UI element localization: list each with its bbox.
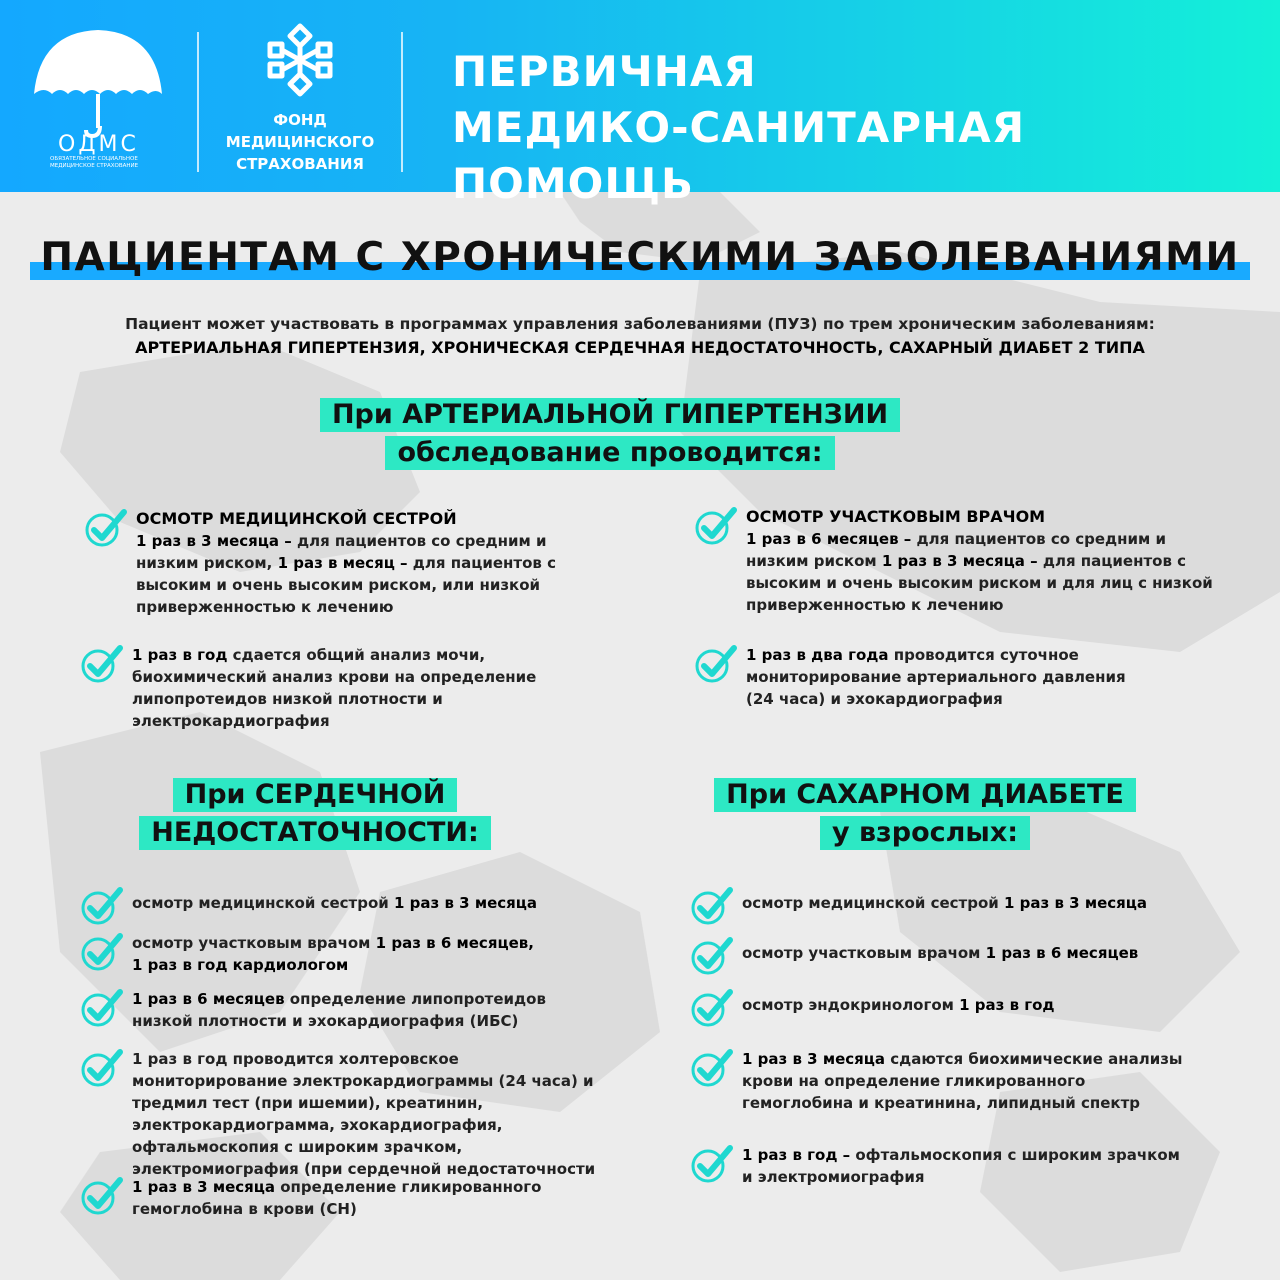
checkmark-icon xyxy=(694,506,738,546)
intro-text xyxy=(0,312,1280,360)
list-item xyxy=(690,1144,1230,1188)
main-content xyxy=(0,192,1280,1280)
item-frequency: 1 раз в 3 месяца xyxy=(132,1178,276,1196)
item-frequency: 1 раз в год – xyxy=(742,1146,851,1164)
diabetes-heading-line-2: у взрослых: xyxy=(820,816,1030,850)
item-title: ОСМОТР МЕДИЦИНСКОЙ СЕСТРОЙ xyxy=(136,509,457,528)
item-text xyxy=(742,1048,1198,1114)
list-item xyxy=(694,644,1134,710)
main-title-wrap xyxy=(0,232,1280,284)
list-item xyxy=(80,988,620,1032)
header-divider xyxy=(197,32,199,172)
item-text xyxy=(132,1176,552,1220)
item-frequency: 1 раз в 3 месяца – xyxy=(136,532,292,550)
list-item xyxy=(80,886,620,926)
diabetes-heading-line-1: При САХАРНОМ ДИАБЕТЕ xyxy=(714,778,1136,812)
intro-line-2: АРТЕРИАЛЬНАЯ ГИПЕРТЕНЗИЯ, ХРОНИЧЕСКАЯ СЕРДЕЧНАЯ НЕДОСТАТОЧНОСТЬ, САХАРНЫЙ ДИАБЕТ 2 ТИПА xyxy=(135,338,1145,357)
item-frequency: 1 раз в месяц – xyxy=(277,554,408,572)
item-frequency: 1 раз в 6 месяцев xyxy=(985,944,1139,962)
list-item xyxy=(690,936,1230,976)
hypertension-heading-line-2: обследование проводится: xyxy=(385,436,834,470)
item-frequency: 1 раз в 6 месяцев – xyxy=(746,530,912,548)
item-text xyxy=(742,886,1147,914)
fund-line-1: ФОНД xyxy=(273,111,327,129)
item-text xyxy=(132,988,552,1032)
item-frequency: 1 раз в 3 месяца xyxy=(394,894,538,912)
checkmark-icon xyxy=(690,988,734,1028)
item-text xyxy=(742,1144,1182,1188)
item-detail: 1 раз в год проводится холтеровское мониторирование электрокардиограммы (24 часа) и тредмил тест (при ишемии), креатинин, электрокардиограмма, эхокардиография, офтальмоскопия с широким зрачком, электромиография (при сердечной недостаточности xyxy=(132,1050,596,1178)
item-frequency: 1 раз в 3 месяца xyxy=(742,1050,886,1068)
list-item xyxy=(80,644,560,732)
item-detail: сдаются биохимические анализы крови на определение гликированного гемоглобина и креатинина, липидный спектр xyxy=(742,1050,1183,1112)
hypertension-heading xyxy=(310,398,910,474)
item-detail: для пациентов с высоким и очень высоким риском, или низкой приверженностью к лечению xyxy=(136,554,556,616)
item-detail: офтальмоскопия с широким зрачком и электромиография xyxy=(742,1146,1180,1186)
item-text xyxy=(132,932,534,976)
heart-heading xyxy=(100,778,530,854)
item-text xyxy=(132,886,537,914)
checkmark-icon xyxy=(80,1176,124,1216)
item-text xyxy=(742,988,1055,1016)
item-detail: для пациентов со средним и низким риском, xyxy=(136,532,547,572)
item-frequency: 1 раз в год кардиологом xyxy=(132,956,349,974)
checkmark-icon xyxy=(690,1144,734,1184)
snowflake-logo-icon xyxy=(262,22,338,98)
item-detail: для пациентов со средним и низким риском xyxy=(746,530,1167,570)
item-frequency: 1 раз в год xyxy=(959,996,1055,1014)
item-detail: определение гликированного гемоглобина в крови (СН) xyxy=(132,1178,542,1218)
item-text xyxy=(132,644,560,732)
checkmark-icon xyxy=(80,1048,124,1088)
item-text xyxy=(742,936,1138,964)
list-item xyxy=(84,508,574,618)
header-divider xyxy=(401,32,403,172)
header-title xyxy=(452,44,1252,212)
checkmark-icon xyxy=(84,508,128,548)
list-item xyxy=(690,1048,1230,1114)
item-frequency: 1 раз в 6 месяцев xyxy=(132,990,285,1008)
checkmark-icon xyxy=(690,936,734,976)
fund-line-3: СТРАХОВАНИЯ xyxy=(236,155,364,173)
fund-logo-text xyxy=(212,109,388,175)
checkmark-icon xyxy=(80,644,124,684)
list-item xyxy=(690,988,1230,1028)
item-detail: осмотр медицинской сестрой xyxy=(132,894,395,912)
heart-heading-line-2: НЕДОСТАТОЧНОСТИ: xyxy=(139,816,491,850)
item-text xyxy=(132,1048,618,1180)
item-detail: осмотр участковым врачом xyxy=(132,934,376,952)
item-detail: проводится суточное мониторирование артериального давления (24 часа) и эхокардиография xyxy=(746,646,1126,708)
item-detail: для пациентов с высоким и очень высоким риском и для лиц с низкой приверженностью к лечению xyxy=(746,552,1213,614)
item-detail: определение липопротеидов низкой плотности и эхокардиография (ИБС) xyxy=(132,990,546,1030)
fund-line-2: МЕДИЦИНСКОГО xyxy=(225,133,375,151)
checkmark-icon xyxy=(80,988,124,1028)
omc-logo-text: ОДМС xyxy=(58,132,139,157)
item-frequency: 1 раз в 6 месяцев, xyxy=(375,934,534,952)
checkmark-icon xyxy=(690,1048,734,1088)
item-frequency: 1 раз в 3 месяца xyxy=(1004,894,1148,912)
list-item xyxy=(80,1048,620,1180)
item-frequency: 1 раз в два года xyxy=(746,646,889,664)
checkmark-icon xyxy=(80,932,124,972)
list-item xyxy=(690,886,1230,926)
checkmark-icon xyxy=(690,886,734,926)
main-title: ПАЦИЕНТАМ С ХРОНИЧЕСКИМИ ЗАБОЛЕВАНИЯМИ xyxy=(30,232,1249,284)
item-frequency: 1 раз в 3 месяца – xyxy=(881,552,1038,570)
intro-line-1: Пациент может участвовать в программах управления заболеваниями (ПУЗ) по трем хроническим заболеваниям: xyxy=(125,315,1155,333)
item-detail: сдается общий анализ мочи, биохимический анализ крови на определение липопротеидов низкой плотности и электрокардиография xyxy=(132,646,537,730)
item-text xyxy=(746,644,1134,710)
checkmark-icon xyxy=(80,886,124,926)
item-detail: осмотр медицинской сестрой xyxy=(742,894,1005,912)
header-banner xyxy=(0,0,1280,208)
hypertension-heading-line-1: При АРТЕРИАЛЬНОЙ ГИПЕРТЕНЗИИ xyxy=(320,398,900,432)
header-title-line-2: МЕДИКО-САНИТАРНАЯ ПОМОЩЬ xyxy=(452,103,1026,208)
heart-heading-line-1: При СЕРДЕЧНОЙ xyxy=(173,778,458,812)
list-item xyxy=(80,932,620,976)
item-detail: осмотр эндокринологом xyxy=(742,996,960,1014)
diabetes-heading xyxy=(700,778,1150,854)
item-frequency: 1 раз в год xyxy=(132,646,228,664)
checkmark-icon xyxy=(694,644,738,684)
item-title: ОСМОТР УЧАСТКОВЫМ ВРАЧОМ xyxy=(746,507,1046,526)
list-item xyxy=(80,1176,620,1220)
list-item xyxy=(694,506,1214,616)
item-text xyxy=(136,508,574,618)
header-title-line-1: ПЕРВИЧНАЯ xyxy=(452,47,757,96)
omc-logo-subtitle: ОБЯЗАТЕЛЬНОЕ СОЦИАЛЬНОЕ МЕДИЦИНСКОЕ СТРАХОВАНИЕ xyxy=(50,156,139,169)
item-text xyxy=(746,506,1214,616)
item-detail: осмотр участковым врачом xyxy=(742,944,986,962)
